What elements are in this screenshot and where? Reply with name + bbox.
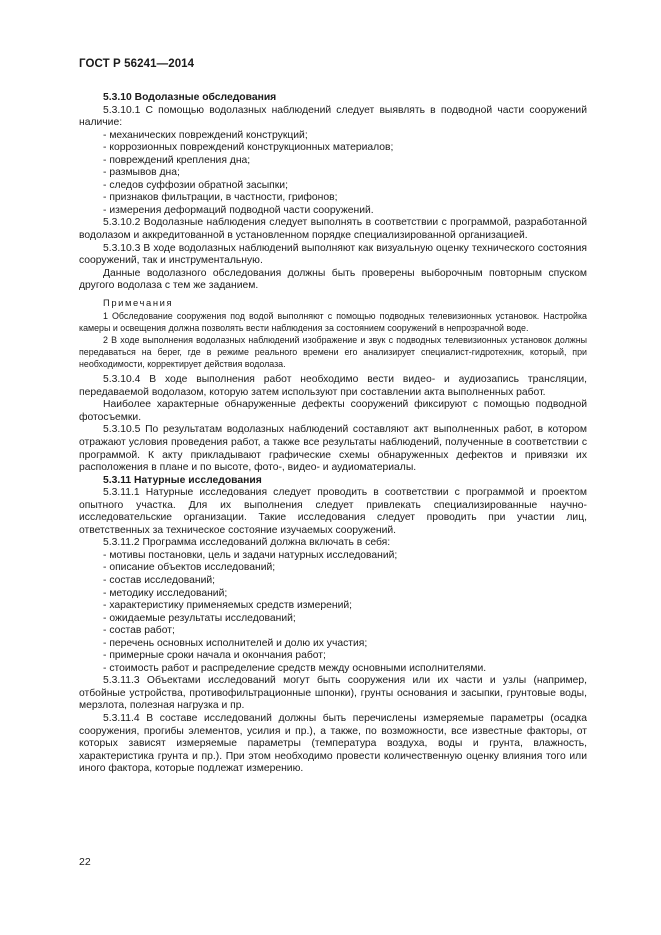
paragraph-5-3-11-3: 5.3.11.3 Объектами исследований могут быть сооружения или их части и узлы (например, отбойные устройства, противофильтрационные шпонки), грунты основания и засыпки, грунтовые воды, мерзлота, полезная нагрузка и пр.: [79, 675, 587, 712]
paragraph-5-3-10-1: 5.3.10.1 С помощью водолазных наблюдений следует выявлять в подводной части сооружений наличие:: [79, 104, 587, 129]
list-item: - методику исследований;: [103, 587, 228, 599]
list-item: - признаков фильтрации, в частности, грифонов;: [103, 192, 338, 204]
paragraph-5-3-10-3: 5.3.10.3 В ходе водолазных наблюдений выполняют как визуальную оценку технического состояния сооружений, так и инструментальную.: [79, 242, 587, 267]
note-2: 2 В ходе выполнения водолазных наблюдений изображение и звук с подводных телевизионных установок должны передаваться на берег, где в режиме реального времени его анализирует специалист-гидротехник, который, при необходимости, корректирует действия водолаза.: [79, 335, 587, 369]
section-heading-5-3-11: 5.3.11 Натурные исследования: [103, 474, 262, 486]
paragraph-diver-check: Данные водолазного обследования должны быть проверены выборочным повторным спуском другого водолаза с тем же заданием.: [79, 267, 587, 292]
list-item: - состав исследований;: [103, 575, 216, 587]
paragraph-5-3-11-2: 5.3.11.2 Программа исследований должна включать в себя:: [103, 537, 391, 549]
list-item: - ожидаемые результаты исследований;: [103, 612, 296, 624]
list-item: - мотивы постановки, цель и задачи натурных исследований;: [103, 549, 398, 561]
page-body: [79, 92, 587, 776]
notes-title: Примечания: [103, 296, 174, 308]
list-item: - коррозионных повреждений конструкционных материалов;: [103, 142, 394, 154]
list-item: - следов суффозии обратной засыпки;: [103, 179, 288, 191]
list-item: - размывов дна;: [103, 167, 180, 179]
paragraph-5-3-11-1: 5.3.11.1 Натурные исследования следует проводить в соответствии с программой и проектом опытного участка. Для их выполнения следует привлекать специализированные научно-исследовательские организации. Такие исследования следует проводить при участии лиц, ответственных за техническое состояние изучаемых сооружений.: [79, 487, 587, 536]
page-number: 22: [79, 856, 91, 868]
document-header: ГОСТ Р 56241—2014: [79, 58, 195, 70]
paragraph-defects-photo: Наиболее характерные обнаруженные дефекты сооружений фиксируют с помощью подводной фотосъемки.: [79, 399, 587, 423]
paragraph-5-3-10-5: 5.3.10.5 По результатам водолазных наблюдений составляют акт выполненных работ, в котором отражают условия проведения работ, а также все результаты наблюдений, полученные в соответствии с программой. К акту прикладывают графические схемы обнаруженных дефектов и привязки их расположения в плане и по высоте, фото-, видео- и аудиоматериалы.: [79, 424, 587, 474]
list-item: - примерные сроки начала и окончания работ;: [103, 650, 326, 662]
note-1: 1 Обследование сооружения под водой выполняют с помощью подводных телевизионных установок. Настройка камеры и освещения должна позволять вести наблюдения за состоянием сооружений в непрозрачной воде.: [79, 311, 587, 333]
paragraph-5-3-11-4: 5.3.11.4 В составе исследований должны быть перечислены измеряемые параметры (осадка сооружения, прогибы элементов, усилия и пр.), а также, по возможности, все известные факторы, от которых зависят измеряемые параметры (температура воздуха, воды и грунта, влажность, характеристика грунта и пр.). При этом необходимо провести количественную оценку влияния того или иного фактора, которые подлежат измерению.: [79, 713, 587, 775]
list-item: - механических повреждений конструкций;: [103, 129, 308, 141]
section-heading-5-3-10: 5.3.10 Водолазные обследования: [103, 92, 277, 103]
paragraph-5-3-10-2: 5.3.10.2 Водолазные наблюдения следует выполнять в соответствии с программой, разработанной водолазом и аккредитованной в установленном порядке специализированной организацией.: [79, 217, 587, 242]
paragraph-5-3-10-4: 5.3.10.4 В ходе выполнения работ необходимо вести видео- и аудиозапись трансляции, передаваемой водолазом, которую затем используют при составлении акта выполненных работ.: [79, 374, 587, 398]
list-item: - описание объектов исследований;: [103, 562, 276, 574]
list-item: - повреждений крепления дна;: [103, 154, 251, 166]
list-item: - состав работ;: [103, 625, 175, 637]
list-item: - стоимость работ и распределение средств между основными исполнителями.: [103, 662, 487, 674]
list-item: - перечень основных исполнителей и долю их участия;: [103, 637, 368, 649]
list-item: - измерения деформаций подводной части сооружений.: [103, 204, 374, 216]
list-item: - характеристику применяемых средств измерений;: [103, 600, 353, 612]
